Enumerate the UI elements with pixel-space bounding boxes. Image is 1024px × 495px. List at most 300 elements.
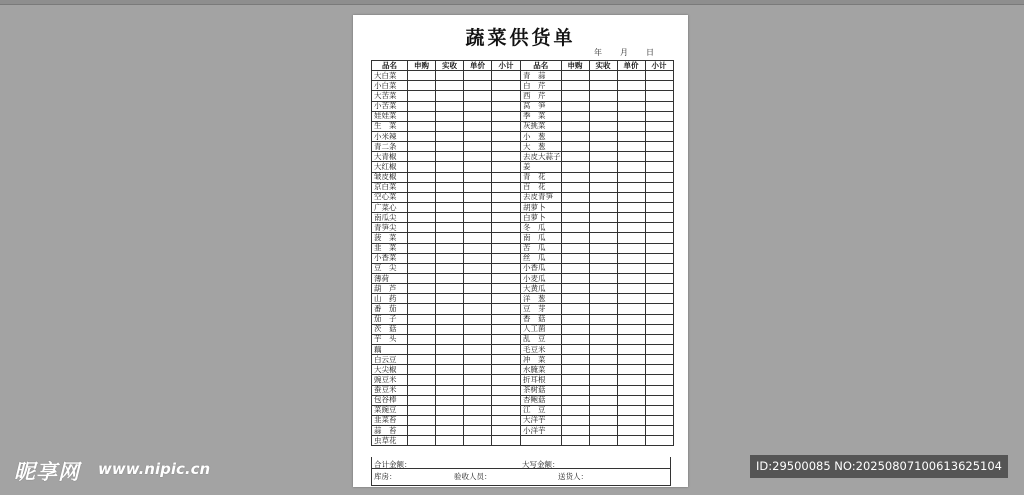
blank-cell — [589, 101, 617, 111]
blank-cell — [464, 324, 492, 334]
blank-cell — [645, 294, 673, 304]
blank-cell — [617, 253, 645, 263]
blank-cell — [617, 436, 645, 446]
blank-cell — [464, 314, 492, 324]
blank-cell — [645, 202, 673, 212]
blank-cell — [436, 375, 464, 385]
item-name-cell: 山 药 — [372, 294, 408, 304]
form-title: 蔬菜供货单 — [465, 27, 576, 49]
blank-cell — [464, 192, 492, 202]
blank-cell — [436, 344, 464, 354]
item-name-cell: 小香菜 — [372, 253, 408, 263]
blank-cell — [561, 385, 589, 395]
blank-cell — [617, 81, 645, 91]
item-name-cell: 豌豆米 — [372, 375, 408, 385]
blank-cell — [561, 172, 589, 182]
table-row — [372, 172, 674, 182]
blank-cell — [617, 405, 645, 415]
blank-cell — [617, 101, 645, 111]
item-name-cell: 番 茄 — [372, 304, 408, 314]
item-name-cell: 包谷棒 — [372, 395, 408, 405]
blank-cell — [589, 304, 617, 314]
blank-cell — [492, 263, 521, 273]
blank-cell — [492, 324, 521, 334]
blank-cell — [645, 436, 673, 446]
item-name-cell: 大红椒 — [372, 162, 408, 172]
blank-cell — [492, 111, 521, 121]
blank-cell — [645, 415, 673, 425]
blank-cell — [589, 426, 617, 436]
blank-cell — [436, 162, 464, 172]
blank-cell — [645, 81, 673, 91]
blank-cell — [408, 202, 436, 212]
item-name-cell: 小洋芋 — [521, 426, 562, 436]
blank-cell — [561, 395, 589, 405]
blank-cell — [492, 152, 521, 162]
blank-cell — [617, 213, 645, 223]
blank-cell — [589, 121, 617, 131]
blank-cell — [589, 202, 617, 212]
col-header: 小计 — [492, 61, 521, 71]
blank-cell — [561, 365, 589, 375]
blank-cell — [617, 355, 645, 365]
blank-cell — [617, 304, 645, 314]
blank-cell — [589, 263, 617, 273]
col-header: 单价 — [464, 61, 492, 71]
blank-cell — [492, 436, 521, 446]
blank-cell — [464, 131, 492, 141]
blank-cell — [589, 273, 617, 283]
blank-cell — [464, 426, 492, 436]
table-row — [372, 71, 674, 81]
blank-cell — [408, 355, 436, 365]
item-name-cell: 青 花 — [521, 172, 562, 182]
blank-cell — [492, 162, 521, 172]
blank-cell — [617, 111, 645, 121]
blank-cell — [408, 223, 436, 233]
inspector-label: 验收人员： — [454, 472, 492, 481]
item-name-cell: 青二条 — [372, 142, 408, 152]
blank-cell — [645, 284, 673, 294]
item-name-cell — [521, 436, 562, 446]
blank-cell — [408, 375, 436, 385]
col-header: 实收 — [589, 61, 617, 71]
blank-cell — [436, 253, 464, 263]
item-name-cell: 大黄瓜 — [521, 284, 562, 294]
blank-cell — [492, 365, 521, 375]
blank-cell — [589, 91, 617, 101]
item-name-cell: 大洋芋 — [521, 415, 562, 425]
deliverer-label: 送货人： — [558, 472, 588, 481]
table-row — [372, 213, 674, 223]
blank-cell — [492, 192, 521, 202]
blank-cell — [464, 71, 492, 81]
item-name-cell: 藕 — [372, 344, 408, 354]
blank-cell — [436, 355, 464, 365]
blank-cell — [645, 405, 673, 415]
blank-cell — [408, 91, 436, 101]
blank-cell — [645, 152, 673, 162]
supply-table — [371, 60, 674, 446]
blank-cell — [589, 436, 617, 446]
blank-cell — [561, 233, 589, 243]
item-name-cell: 小香瓜 — [521, 263, 562, 273]
item-name-cell: 西 芹 — [521, 91, 562, 101]
item-name-cell: 洋 葱 — [521, 294, 562, 304]
item-name-cell: 水腌菜 — [521, 365, 562, 375]
col-header: 申购 — [408, 61, 436, 71]
blank-cell — [645, 375, 673, 385]
blank-cell — [436, 81, 464, 91]
blank-cell — [617, 71, 645, 81]
blank-cell — [492, 314, 521, 324]
blank-cell — [408, 304, 436, 314]
blank-cell — [589, 233, 617, 243]
blank-cell — [436, 223, 464, 233]
blank-cell — [589, 192, 617, 202]
blank-cell — [561, 324, 589, 334]
col-header: 品名 — [521, 61, 562, 71]
blank-cell — [561, 243, 589, 253]
blank-cell — [561, 71, 589, 81]
blank-cell — [645, 253, 673, 263]
blank-cell — [561, 314, 589, 324]
blank-cell — [436, 436, 464, 446]
blank-cell — [436, 101, 464, 111]
blank-cell — [617, 375, 645, 385]
item-name-cell: 季 菜 — [521, 111, 562, 121]
blank-cell — [408, 121, 436, 131]
item-name-cell: 苦 瓜 — [521, 243, 562, 253]
blank-cell — [492, 385, 521, 395]
blank-cell — [492, 81, 521, 91]
table-row — [372, 304, 674, 314]
blank-cell — [408, 172, 436, 182]
blank-cell — [492, 202, 521, 212]
blank-cell — [492, 426, 521, 436]
table-row — [372, 314, 674, 324]
table-row — [372, 182, 674, 192]
blank-cell — [645, 344, 673, 354]
table-row — [372, 243, 674, 253]
blank-cell — [645, 91, 673, 101]
blank-cell — [492, 355, 521, 365]
blank-cell — [617, 395, 645, 405]
blank-cell — [617, 172, 645, 182]
blank-cell — [561, 131, 589, 141]
blank-cell — [408, 385, 436, 395]
blank-cell — [464, 101, 492, 111]
blank-cell — [645, 223, 673, 233]
item-name-cell: 茶树菇 — [521, 385, 562, 395]
blank-cell — [436, 213, 464, 223]
blank-cell — [561, 375, 589, 385]
item-name-cell: 菜豌豆 — [372, 405, 408, 415]
blank-cell — [561, 111, 589, 121]
blank-cell — [464, 273, 492, 283]
blank-cell — [464, 223, 492, 233]
blank-cell — [408, 415, 436, 425]
blank-cell — [617, 273, 645, 283]
blank-cell — [408, 81, 436, 91]
blank-cell — [436, 91, 464, 101]
blank-cell — [645, 365, 673, 375]
table-row — [372, 334, 674, 344]
item-name-cell: 蒜 苔 — [372, 426, 408, 436]
blank-cell — [436, 294, 464, 304]
blank-cell — [589, 395, 617, 405]
item-name-cell: 韭 菜 — [372, 243, 408, 253]
table-row — [372, 355, 674, 365]
blank-cell — [617, 385, 645, 395]
blank-cell — [617, 426, 645, 436]
blank-cell — [464, 233, 492, 243]
blank-cell — [492, 71, 521, 81]
table-row — [372, 131, 674, 141]
blank-cell — [464, 375, 492, 385]
blank-cell — [436, 243, 464, 253]
blank-cell — [589, 213, 617, 223]
blank-cell — [464, 263, 492, 273]
blank-cell — [492, 405, 521, 415]
blank-cell — [408, 131, 436, 141]
item-name-cell: 莴 笋 — [521, 101, 562, 111]
blank-cell — [645, 324, 673, 334]
col-header: 实收 — [436, 61, 464, 71]
blank-cell — [408, 324, 436, 334]
item-name-cell: 南 瓜 — [521, 233, 562, 243]
item-name-cell: 大白菜 — [372, 71, 408, 81]
blank-cell — [408, 436, 436, 446]
blank-cell — [589, 223, 617, 233]
blank-cell — [436, 111, 464, 121]
blank-cell — [645, 101, 673, 111]
blank-cell — [561, 152, 589, 162]
blank-cell — [436, 273, 464, 283]
item-name-cell: 百 花 — [521, 182, 562, 192]
blank-cell — [589, 81, 617, 91]
blank-cell — [408, 243, 436, 253]
blank-cell — [617, 314, 645, 324]
table-row — [372, 253, 674, 263]
blank-cell — [492, 172, 521, 182]
table-row — [372, 202, 674, 212]
blank-cell — [408, 344, 436, 354]
blank-cell — [561, 121, 589, 131]
item-name-cell: 白 芹 — [521, 81, 562, 91]
watermark-id-badge: ID:29500085 NO:20250807100613625104 — [750, 455, 1008, 478]
blank-cell — [436, 182, 464, 192]
blank-cell — [408, 162, 436, 172]
blank-cell — [492, 344, 521, 354]
item-name-cell: 胡萝卜 — [521, 202, 562, 212]
blank-cell — [561, 253, 589, 263]
table-row — [372, 426, 674, 436]
item-name-cell: 京白菜 — [372, 182, 408, 192]
watermark-url: www.nipic.cn — [98, 460, 211, 478]
table-row — [372, 324, 674, 334]
blank-cell — [436, 415, 464, 425]
blank-cell — [408, 111, 436, 121]
item-name-cell: 生 菜 — [372, 121, 408, 131]
item-name-cell: 大苦菜 — [372, 91, 408, 101]
blank-cell — [464, 385, 492, 395]
item-name-cell: 小 葱 — [521, 131, 562, 141]
date-month-label: 月 — [620, 48, 628, 57]
item-name-cell: 菠 菜 — [372, 233, 408, 243]
blank-cell — [645, 162, 673, 172]
blank-cell — [436, 121, 464, 131]
table-row — [372, 395, 674, 405]
col-header: 申购 — [561, 61, 589, 71]
item-name-cell: 江 豆 — [521, 405, 562, 415]
table-row — [372, 284, 674, 294]
blank-cell — [464, 243, 492, 253]
blank-cell — [408, 314, 436, 324]
table-row — [372, 344, 674, 354]
blank-cell — [645, 121, 673, 131]
item-name-cell: 葫 芦 — [372, 284, 408, 294]
blank-cell — [589, 405, 617, 415]
blank-cell — [464, 91, 492, 101]
blank-cell — [645, 395, 673, 405]
blank-cell — [589, 314, 617, 324]
watermark-logo: 昵享网 — [14, 460, 80, 484]
blank-cell — [436, 385, 464, 395]
blank-cell — [464, 202, 492, 212]
blank-cell — [464, 304, 492, 314]
blank-cell — [645, 172, 673, 182]
item-name-cell: 青笋尖 — [372, 223, 408, 233]
blank-cell — [617, 192, 645, 202]
table-row — [372, 294, 674, 304]
item-name-cell: 折耳根 — [521, 375, 562, 385]
item-name-cell: 虫草花 — [372, 436, 408, 446]
item-name-cell: 杏鲍菇 — [521, 395, 562, 405]
blank-cell — [436, 192, 464, 202]
table-row — [372, 405, 674, 415]
blank-cell — [436, 263, 464, 273]
blank-cell — [464, 405, 492, 415]
table-row — [372, 111, 674, 121]
blank-cell — [617, 415, 645, 425]
blank-cell — [561, 202, 589, 212]
warehouse-label: 库房： — [374, 472, 397, 481]
blank-cell — [436, 324, 464, 334]
item-name-cell: 韭菜苔 — [372, 415, 408, 425]
blank-cell — [436, 142, 464, 152]
item-name-cell: 大青椒 — [372, 152, 408, 162]
table-row — [372, 142, 674, 152]
item-name-cell: 空心菜 — [372, 192, 408, 202]
blank-cell — [589, 253, 617, 263]
blank-cell — [436, 131, 464, 141]
date-day-label: 日 — [646, 48, 654, 57]
item-name-cell: 小米辣 — [372, 131, 408, 141]
blank-cell — [492, 304, 521, 314]
blank-cell — [408, 294, 436, 304]
blank-cell — [492, 334, 521, 344]
blank-cell — [617, 365, 645, 375]
blank-cell — [617, 152, 645, 162]
table-row — [372, 121, 674, 131]
item-name-cell: 广菜心 — [372, 202, 408, 212]
item-name-cell: 丝 瓜 — [521, 253, 562, 263]
blank-cell — [617, 334, 645, 344]
blank-cell — [464, 436, 492, 446]
blank-cell — [589, 344, 617, 354]
blank-cell — [617, 131, 645, 141]
blank-cell — [561, 304, 589, 314]
date-row — [594, 47, 672, 58]
blank-cell — [436, 284, 464, 294]
blank-cell — [464, 121, 492, 131]
blank-cell — [492, 395, 521, 405]
blank-cell — [492, 131, 521, 141]
blank-cell — [464, 162, 492, 172]
blank-cell — [492, 233, 521, 243]
item-name-cell: 人工菌 — [521, 324, 562, 334]
blank-cell — [561, 91, 589, 101]
blank-cell — [464, 182, 492, 192]
blank-cell — [492, 253, 521, 263]
item-name-cell: 小苦菜 — [372, 101, 408, 111]
blank-cell — [436, 426, 464, 436]
footer-divider — [372, 468, 670, 469]
top-bar — [0, 0, 1024, 5]
item-name-cell: 毛豆米 — [521, 344, 562, 354]
blank-cell — [408, 334, 436, 344]
blank-cell — [408, 182, 436, 192]
blank-cell — [645, 233, 673, 243]
blank-cell — [589, 385, 617, 395]
blank-cell — [645, 142, 673, 152]
item-name-cell: 青 蒜 — [521, 71, 562, 81]
blank-cell — [561, 294, 589, 304]
blank-cell — [589, 375, 617, 385]
blank-cell — [617, 142, 645, 152]
blank-cell — [436, 202, 464, 212]
table-header-row — [372, 61, 674, 71]
form-footer — [371, 457, 671, 486]
blank-cell — [464, 395, 492, 405]
blank-cell — [617, 233, 645, 243]
blank-cell — [589, 131, 617, 141]
blank-cell — [561, 192, 589, 202]
item-name-cell: 薄荷 — [372, 273, 408, 283]
blank-cell — [464, 142, 492, 152]
table-row — [372, 223, 674, 233]
blank-cell — [492, 213, 521, 223]
blank-cell — [408, 152, 436, 162]
blank-cell — [561, 284, 589, 294]
table-row — [372, 415, 674, 425]
blank-cell — [408, 273, 436, 283]
blank-cell — [645, 355, 673, 365]
blank-cell — [492, 91, 521, 101]
blank-cell — [408, 263, 436, 273]
blank-cell — [492, 243, 521, 253]
blank-cell — [492, 284, 521, 294]
item-name-cell: 香 菇 — [521, 314, 562, 324]
table-row — [372, 365, 674, 375]
blank-cell — [589, 142, 617, 152]
blank-cell — [561, 426, 589, 436]
blank-cell — [617, 284, 645, 294]
item-name-cell: 乱 豆 — [521, 334, 562, 344]
blank-cell — [617, 182, 645, 192]
blank-cell — [589, 172, 617, 182]
